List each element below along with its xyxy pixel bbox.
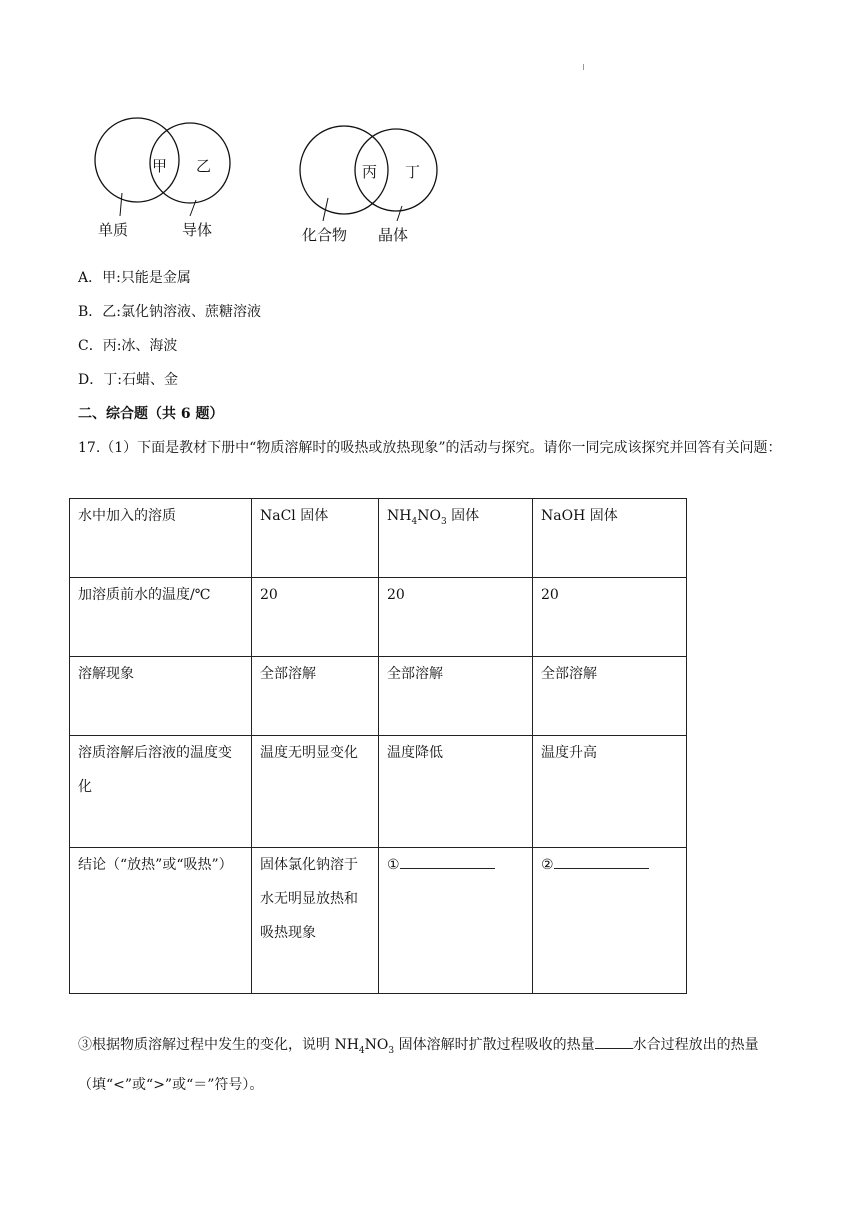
table-cell: 20	[379, 578, 533, 657]
table-cell: 水中加入的溶质	[70, 499, 252, 578]
table-cell: 加溶质前水的温度/℃	[70, 578, 252, 657]
blank-label-1: ①	[387, 857, 400, 873]
table-cell: 固体氯化钠溶于水无明显放热和吸热现象	[252, 848, 379, 994]
answer-blank-1[interactable]	[400, 854, 495, 869]
venn-diagram-elements	[84, 118, 254, 248]
venn-label-jia: 甲	[152, 157, 168, 175]
answer-blank-3[interactable]	[595, 1034, 633, 1049]
venn-diagram-compounds	[290, 118, 460, 248]
question-part-3: ③根据物质溶解过程中发生的变化，说明 $NH_4NO_3$ 固体溶解时扩散过程吸收的热量 水合过程放出的热量（填“<”或“>”或“＝”符号）。	[78, 1028, 790, 1102]
option-a: A．甲:只能是金属	[78, 270, 191, 286]
table-cell: 溶质溶解后溶液的温度变化	[70, 736, 252, 848]
table-row	[70, 578, 687, 657]
venn-caption-jingti: 晶体	[378, 226, 409, 244]
question-17-text: 17.（1）下面是教材下册中“物质溶解时的吸热或放热现象”的活动与探究。请你一同完成该探究并回答有关问题：	[78, 440, 782, 456]
table-cell: 温度无明显变化	[252, 736, 379, 848]
table-cell: $NH_4NO_3$ 固体	[379, 499, 533, 578]
venn-label-ding: 丁	[405, 163, 421, 181]
venn-caption-danzhi: 单质	[98, 221, 129, 239]
table-cell: 溶解现象	[70, 657, 252, 736]
table-row	[70, 848, 687, 994]
option-d: D．丁:石蜡、金	[78, 372, 178, 388]
table-cell: 20	[252, 578, 379, 657]
page-mark	[583, 64, 584, 70]
blank-label-2: ②	[541, 857, 554, 873]
table-cell: 20	[533, 578, 687, 657]
answer-blank-2[interactable]	[554, 854, 649, 869]
table-cell: 温度降低	[379, 736, 533, 848]
table-cell: 全部溶解	[533, 657, 687, 736]
table-cell: 结论（“放热”或“吸热”）	[70, 848, 252, 994]
option-b: B．乙:氯化钠溶液、蔗糖溶液	[78, 304, 262, 320]
table-cell: NaOH 固体	[533, 499, 687, 578]
table-cell: 温度升高	[533, 736, 687, 848]
venn-caption-huahewu: 化合物	[302, 226, 348, 244]
table-row	[70, 736, 687, 848]
table-cell: 全部溶解	[379, 657, 533, 736]
table-cell	[379, 848, 533, 994]
table-cell	[533, 848, 687, 994]
table-cell: NaCl 固体	[252, 499, 379, 578]
venn-label-yi: 乙	[196, 157, 212, 175]
table-cell: 全部溶解	[252, 657, 379, 736]
dissolution-table	[69, 498, 687, 994]
table-row	[70, 657, 687, 736]
venn-label-bing: 丙	[362, 163, 378, 181]
pointer-line-right	[397, 206, 402, 221]
table-row	[70, 499, 687, 578]
venn-caption-daoti: 导体	[182, 221, 213, 239]
option-c: C．丙:冰、海波	[78, 338, 178, 354]
pointer-line-left	[120, 193, 122, 216]
section-title: 二、综合题（共 6 题）	[78, 406, 224, 422]
